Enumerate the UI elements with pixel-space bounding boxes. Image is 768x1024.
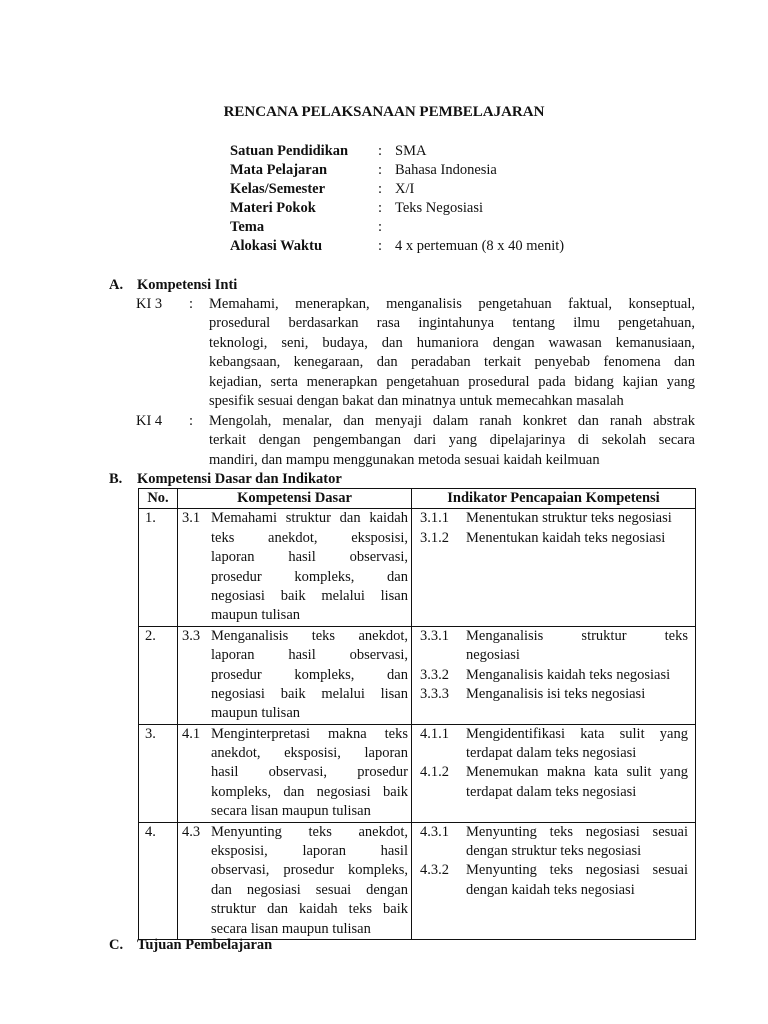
competency-table bbox=[138, 488, 696, 940]
section-c-heading bbox=[109, 936, 272, 955]
indicator-line: Menyunting teks negosiasi sesuai bbox=[466, 862, 688, 879]
identity-value: X/I bbox=[395, 181, 415, 197]
kd-line: hasil observasi, prosedur bbox=[211, 764, 408, 781]
identity-value: Teks Negosiasi bbox=[395, 200, 483, 216]
kd-number: 3.1 bbox=[182, 510, 201, 527]
kd-cell bbox=[178, 509, 412, 626]
ki-code: KI 3 bbox=[136, 296, 163, 312]
row-number: 3. bbox=[139, 724, 178, 822]
kd-line: struktur dan kaidah teks baik bbox=[211, 901, 408, 918]
kd-line: dan negosiasi sesuai dengan bbox=[211, 881, 408, 898]
indicator-line: Menentukan kaidah teks negosiasi bbox=[466, 529, 666, 546]
indicator-number: 4.3.2 bbox=[420, 862, 449, 879]
kd-line: observasi, prosedur kompleks, bbox=[211, 862, 408, 879]
ki-colon: : bbox=[189, 296, 194, 312]
indicator-line: terdapat dalam teks negosiasi bbox=[466, 783, 637, 800]
table-row bbox=[139, 724, 696, 822]
kd-line: eksposisi, laporan hasil bbox=[211, 843, 408, 860]
section-title: Kompetensi Dasar dan Indikator bbox=[137, 471, 342, 487]
section-b-heading bbox=[109, 470, 342, 489]
indicator-line: Menemukan makna kata sulit yang bbox=[466, 764, 688, 781]
indicator bbox=[412, 529, 695, 548]
identity-value: SMA bbox=[395, 143, 427, 159]
ki-colon: : bbox=[189, 413, 194, 429]
table-header: Kompetensi Dasar bbox=[178, 489, 412, 509]
kd-cell bbox=[178, 626, 412, 724]
indicator bbox=[412, 666, 695, 685]
kd-line: laporan hasil observasi, bbox=[211, 647, 408, 664]
table-header-row bbox=[139, 489, 696, 509]
indicator bbox=[412, 627, 695, 666]
document-title: RENCANA PELAKSANAAN PEMBELAJARAN bbox=[223, 104, 545, 120]
kd-line: maupun tulisan bbox=[211, 607, 301, 624]
row-number: 1. bbox=[139, 509, 178, 626]
indicator bbox=[412, 725, 695, 764]
section-letter: C. bbox=[109, 937, 124, 953]
indicator-number: 3.1.1 bbox=[420, 510, 449, 527]
table-row bbox=[139, 626, 696, 724]
table-row bbox=[139, 509, 696, 626]
ki-line: spesifik sesuai dengan bakat dan minatnya untuk memecahkan masalah bbox=[209, 392, 624, 409]
indicator bbox=[412, 685, 695, 704]
kd-line: secara lisan maupun tulisan bbox=[211, 920, 371, 937]
kd-line: anekdot, eksposisi, laporan bbox=[211, 745, 408, 762]
indicator bbox=[412, 861, 695, 900]
section-letter: B. bbox=[109, 471, 123, 487]
kd-number: 4.1 bbox=[182, 725, 201, 742]
ki-text bbox=[209, 412, 695, 470]
kd-line: Menyunting teks anekdot, bbox=[211, 823, 408, 840]
indicator-cell bbox=[412, 822, 696, 939]
indicator-line: terdapat dalam teks negosiasi bbox=[466, 745, 637, 762]
indicator-number: 3.3.1 bbox=[420, 627, 449, 644]
indicator-line: Mengidentifikasi kata sulit yang bbox=[466, 725, 688, 742]
indicator-number: 3.3.2 bbox=[420, 666, 449, 683]
identity-colon: : bbox=[378, 143, 383, 159]
kd-line: Memahami struktur dan kaidah bbox=[211, 510, 408, 527]
kd-line: Menginterpretasi makna teks bbox=[211, 725, 408, 742]
identity-label: Kelas/Semester bbox=[230, 181, 326, 197]
indicator-number: 3.1.2 bbox=[420, 529, 449, 546]
indicator-line: Menentukan struktur teks negosiasi bbox=[466, 510, 672, 527]
kd-line: prosedur kompleks, dan bbox=[211, 568, 408, 585]
section-a-heading bbox=[109, 276, 237, 295]
indicator-line: Menganalisis struktur teks bbox=[466, 627, 688, 644]
ki-line: prosedural berdasarkan rasa ingintahunya tentang ilmu pengetahuan, bbox=[209, 315, 695, 332]
identity-label: Alokasi Waktu bbox=[230, 238, 323, 254]
table-header: Indikator Pencapaian Kompetensi bbox=[412, 489, 696, 509]
kd-cell bbox=[178, 822, 412, 939]
ki-line: teknologi, seni, budaya, dan humaniora dengan wawasan kemanusiaan, bbox=[209, 334, 695, 351]
indicator bbox=[412, 509, 695, 528]
identity-label: Mata Pelajaran bbox=[230, 162, 328, 178]
kd-number: 3.3 bbox=[182, 627, 201, 644]
indicator-line: dengan struktur teks negosiasi bbox=[466, 843, 642, 860]
kd-number: 4.3 bbox=[182, 823, 201, 840]
kd-line: teks anekdot, eksposisi, bbox=[211, 529, 408, 546]
kd-line: negosiasi baik melalui lisan bbox=[211, 587, 408, 604]
indicator bbox=[412, 763, 695, 802]
identity-value: 4 x pertemuan (8 x 40 menit) bbox=[395, 238, 565, 254]
ki-line: terkait dengan pengembangan dari yang dipelajarinya di sekolah secara bbox=[209, 432, 695, 449]
ki-line: mandiri, dan mampu menggunakan metoda sesuai kaidah keilmuan bbox=[209, 451, 600, 468]
section-title: Tujuan Pembelajaran bbox=[137, 937, 273, 953]
indicator-line: negosiasi bbox=[466, 647, 520, 664]
indicator-cell bbox=[412, 509, 696, 626]
row-number: 2. bbox=[139, 626, 178, 724]
kd-line: laporan hasil observasi, bbox=[211, 549, 408, 566]
kd-line: kompleks, dan negosiasi baik bbox=[211, 783, 408, 800]
kd-line: secara lisan maupun tulisan bbox=[211, 803, 371, 820]
indicator bbox=[412, 823, 695, 862]
indicator-line: Menganalisis kaidah teks negosiasi bbox=[466, 666, 671, 683]
ki-line: Memahami, menerapkan, menganalisis pengetahuan faktual, konseptual, bbox=[209, 296, 695, 312]
ki-line: kebangsaan, kenegaraan, dan peradaban terkait penyebab fenomena dan bbox=[209, 354, 695, 371]
indicator-line: dengan kaidah teks negosiasi bbox=[466, 881, 635, 898]
kd-cell bbox=[178, 724, 412, 822]
indicator-line: Menganalisis isi teks negosiasi bbox=[466, 685, 646, 702]
ki-line: kejadian, serta menerapkan pengetahuan prosedural pada bidang kajian yang bbox=[209, 373, 695, 390]
ki-code: KI 4 bbox=[136, 413, 163, 429]
indicator-number: 4.1.1 bbox=[420, 725, 449, 742]
section-letter: A. bbox=[109, 277, 124, 293]
identity-label: Materi Pokok bbox=[230, 200, 316, 216]
identity-colon: : bbox=[378, 200, 383, 216]
identity-label: Satuan Pendidikan bbox=[230, 143, 349, 159]
kd-line: prosedur kompleks, dan bbox=[211, 666, 408, 683]
identity-label: Tema bbox=[230, 219, 265, 235]
table-header: No. bbox=[139, 489, 178, 509]
row-number: 4. bbox=[139, 822, 178, 939]
identity-colon: : bbox=[378, 162, 383, 178]
indicator-cell bbox=[412, 626, 696, 724]
indicator-number: 4.1.2 bbox=[420, 764, 449, 781]
kd-line: maupun tulisan bbox=[211, 705, 301, 722]
kd-line: negosiasi baik melalui lisan bbox=[211, 685, 408, 702]
ki-text bbox=[209, 295, 695, 411]
identity-colon: : bbox=[378, 181, 383, 197]
indicator-number: 3.3.3 bbox=[420, 685, 449, 702]
indicator-cell bbox=[412, 724, 696, 822]
identity-value: Bahasa Indonesia bbox=[395, 162, 497, 178]
identity-colon: : bbox=[378, 238, 383, 254]
indicator-line: Menyunting teks negosiasi sesuai bbox=[466, 823, 688, 840]
indicator-number: 4.3.1 bbox=[420, 823, 449, 840]
kd-line: Menganalisis teks anekdot, bbox=[211, 627, 408, 644]
ki-line: Mengolah, menalar, dan menyaji dalam ranah konkret dan ranah abstrak bbox=[209, 413, 695, 429]
section-title: Kompetensi Inti bbox=[137, 277, 238, 293]
identity-colon: : bbox=[378, 219, 383, 235]
table-row bbox=[139, 822, 696, 939]
